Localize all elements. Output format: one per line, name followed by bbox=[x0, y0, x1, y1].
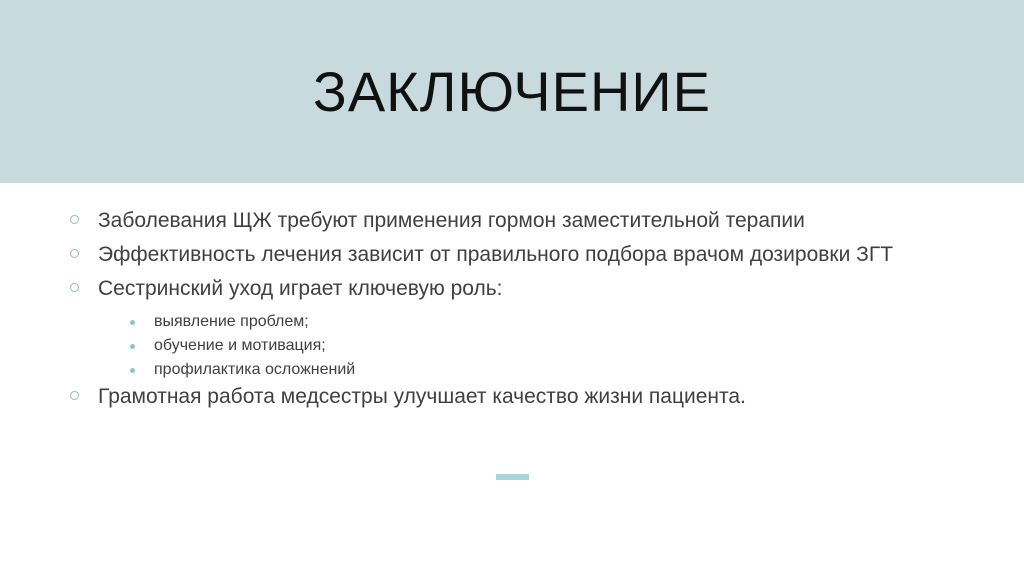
bullet-text: Заболевания ЩЖ требуют применения гормон заместительной терапии bbox=[98, 209, 805, 232]
bullet-text: Эффективность лечения зависит от правильного подбора врачом дозировки ЗГТ bbox=[98, 243, 894, 266]
sub-bullet-text: выявление проблем; bbox=[154, 313, 309, 330]
dot-bullet-icon bbox=[130, 344, 135, 349]
sub-bullet-list bbox=[70, 310, 970, 382]
accent-bar bbox=[496, 474, 529, 480]
bullet-item bbox=[70, 276, 970, 302]
bullet-item bbox=[70, 384, 970, 410]
sub-bullet-item bbox=[70, 358, 970, 382]
bullet-text: Грамотная работа медсестры улучшает качество жизни пациента. bbox=[98, 385, 746, 408]
sub-bullet-item bbox=[70, 310, 970, 334]
bullet-text: Сестринский уход играет ключевую роль: bbox=[98, 277, 503, 300]
bullet-item bbox=[70, 208, 970, 234]
circle-bullet-icon bbox=[70, 391, 79, 400]
sub-bullet-text: профилактика осложнений bbox=[154, 361, 356, 378]
sub-bullet-text: обучение и мотивация; bbox=[154, 337, 326, 354]
slide-content bbox=[70, 208, 970, 418]
slide-title: ЗАКЛЮЧЕНИЕ bbox=[313, 60, 711, 123]
sub-bullet-item bbox=[70, 334, 970, 358]
circle-bullet-icon bbox=[70, 283, 79, 292]
dot-bullet-icon bbox=[130, 368, 135, 373]
bullet-item bbox=[70, 242, 970, 268]
dot-bullet-icon bbox=[130, 320, 135, 325]
circle-bullet-icon bbox=[70, 215, 79, 224]
circle-bullet-icon bbox=[70, 249, 79, 258]
